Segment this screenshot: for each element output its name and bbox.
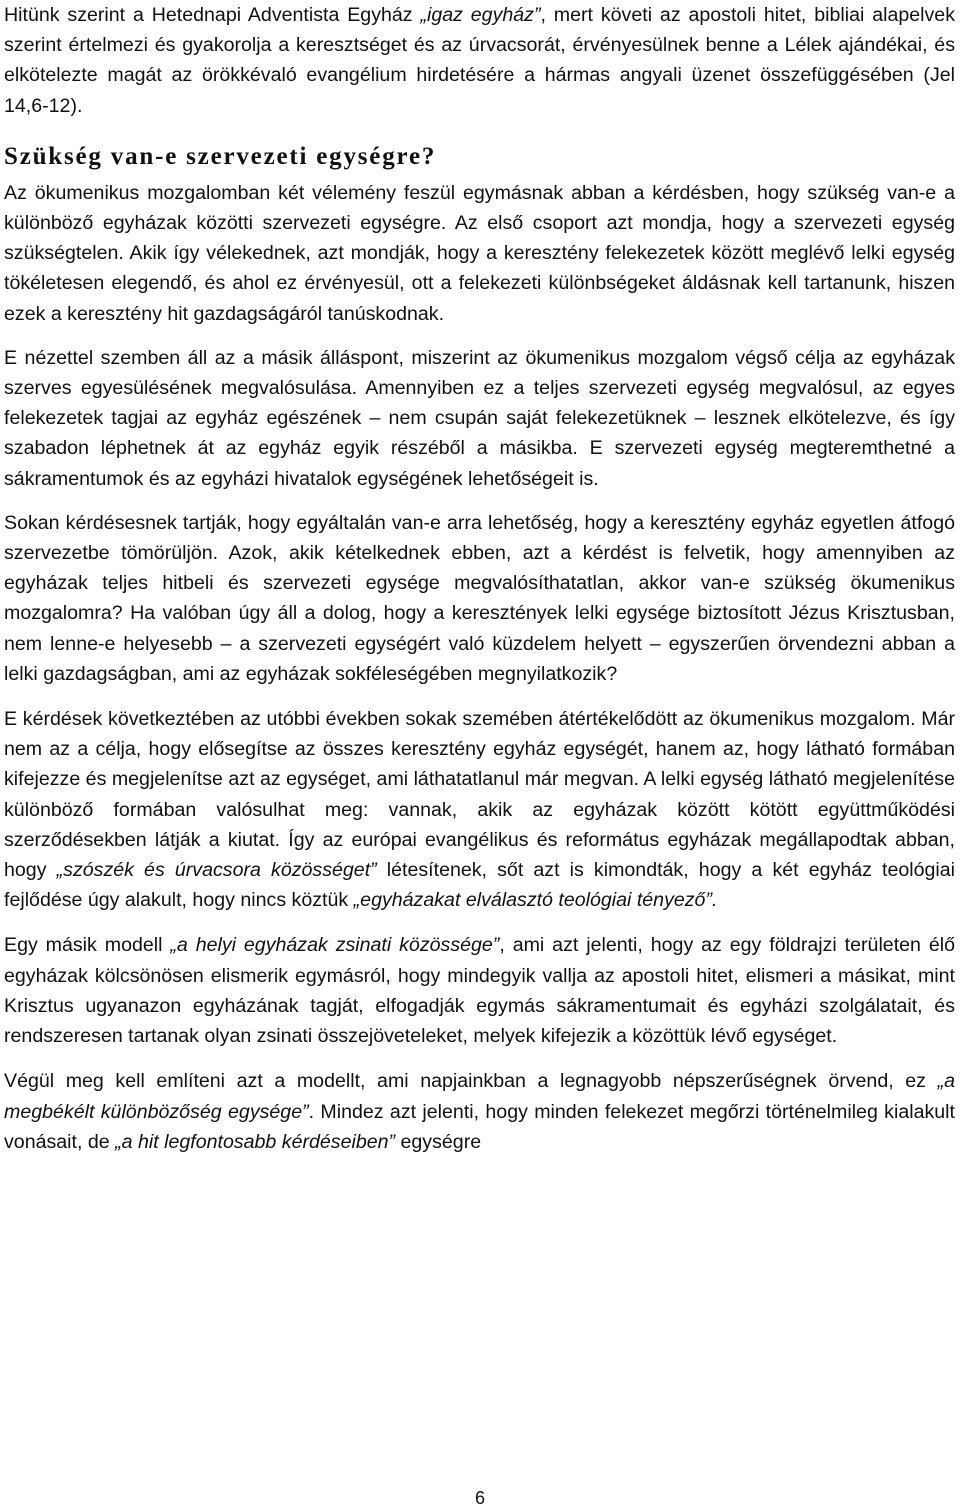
emphasis-quote: „szószék és úrvacsora közösséget”	[56, 859, 377, 882]
emphasis-quote: „egyházakat elválasztó teológiai tényező”.	[353, 889, 718, 912]
text-run: . Mindez azt jelenti, hogy minden felekezet megőrzi történelmileg kialakult vonásait, de	[4, 1100, 955, 1153]
emphasis-quote: „a helyi egyházak zsinati közössége”	[170, 934, 500, 957]
text-run: , ami azt jelenti, hogy az egy földrajzi területen élő egyházak kölcsönösen elismerik egymásról, hogy mindegyik vallja az apostoli hitet, elismeri a másikat, mint Krisztus ugyanazon egyházának tagját, elfogadják egymás sákramentumait és egyházi szolgálatait, és rendszeresen tartanak olyan zsinati összejöveteleket, melyek kifejezik a közöttük lévő egységet.	[4, 934, 955, 1048]
paragraph-2: E nézettel szemben áll az a másik álláspont, miszerint az ökumenikus mozgalom végső célja az egyházak szerves egyesülésének megvalósulása. Amennyiben ez a teljes szervezeti egység megvalósul, az egyes felekezetek tagjai az egyház egészének – nem csupán saját felekezetüknek – lesznek elkötelezve, és így szabadon léphetnek át az egyház egyik részéből a másikba. E szervezeti egység megteremthetné a sákramentumok és az egyházi hivatalok egységének lehetőségeit is.	[4, 346, 955, 490]
text-run: létesítenek, sőt azt is kimondták, hogy a két egyház teológiai fejlődése úgy alakult, hogy nincs köztük	[4, 859, 956, 912]
document-page	[4, 0, 955, 1157]
text-run: Végül meg kell említeni azt a modellt, ami napjainkban a legnagyobb népszerűségnek örvend, ez	[4, 1070, 938, 1093]
section-heading: Szükség van-e szervezeti egységre?	[4, 142, 437, 170]
text-run: egységre	[395, 1130, 482, 1153]
text-run: , mert követi az apostoli hitet, bibliai alapelvek szerint értelmezi és gyakorolja a keresztséget és az úrvacsorát, érvényesülnek benne a Lélek ajándékai, és elkötelezte magát az örökkévaló evangélium hirdetésére a hármas angyali üzenet összefüggésében (Jel 14,6-12).	[4, 4, 955, 117]
paragraph-5	[4, 930, 955, 1051]
paragraph-6	[4, 1066, 955, 1157]
emphasis-quote: „igaz egyház”	[420, 4, 541, 26]
page-number: 6	[474, 1488, 485, 1508]
text-run: E kérdések következtében az utóbbi években sokak szemében átértékelődött az ökumenikus mozgalom. Már nem az a célja, hogy elősegítse az összes keresztény egyház egységét, hanem az, hogy látható formában kifejezze és megjelenítse azt az egységet, ami láthatatlanul már megvan. A lelki egység látható megjelenítése különböző formában valósulhat meg: vannak, akik az egyházak között kötött együttműködési szerződésekben látják a kiutat. Így az európai evangélikus és református egyházak megállapodtak abban, hogy	[4, 708, 955, 882]
paragraph-4	[4, 704, 955, 915]
text-run: Hitünk szerint a Hetednapi Adventista Egyház	[4, 4, 421, 26]
emphasis-quote: „a hit legfontosabb kérdéseiben”	[115, 1130, 396, 1153]
paragraph-1: Az ökumenikus mozgalomban két vélemény feszül egymásnak abban a kérdésben, hogy szükség van-e a különböző egyházak közötti szervezeti egységre. Az első csoport azt mondja, hogy a szervezeti egység szükségtelen. Akik így vélekednek, azt mondják, hogy a keresztény felekezetek között meglévő lelki egység tökéletesen elegendő, és ahol ez érvényesül, ott a felekezeti különbségeket áldásnak kell tartanunk, hiszen ezek a keresztény hit gazdagságáról tanúskodnak.	[4, 181, 955, 325]
paragraph-3: Sokan kérdésesnek tartják, hogy egyáltalán van-e arra lehetőség, hogy a keresztény egyház egyetlen átfogó szervezetbe tömörüljön. Azok, akik kételkednek ebben, azt a kérdést is felvetik, hogy amennyiben az egyházak teljes hitbeli és szervezeti egysége megvalósíthatatlan, akkor van-e szükség ökumenikus mozgalomra? Ha valóban úgy áll a dolog, hogy a keresztények lelki egysége biztosított Jézus Krisztusban, nem lenne-e helyesebb – a szervezeti egységért való küzdelem helyett – egyszerűen örvendezni abban a lelki gazdagságban, ami az egyházak sokféleségében megnyilatkozik?	[4, 511, 955, 685]
text-run: Egy másik modell	[4, 934, 171, 957]
paragraph-intro	[4, 0, 955, 121]
emphasis-quote: „a megbékélt különbözőség egysége”	[4, 1070, 955, 1123]
